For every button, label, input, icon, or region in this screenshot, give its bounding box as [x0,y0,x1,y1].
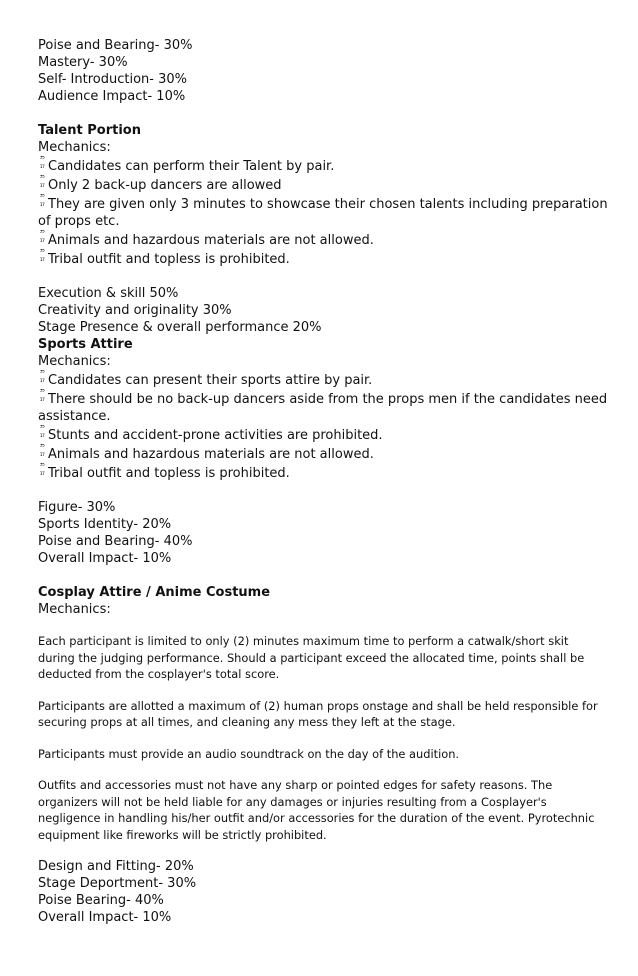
criteria-line: Figure- 30% [38,500,116,515]
section-heading: Talent Portion [38,123,141,138]
bullet-item: ³⁵ ₁₇ Candidates can perform their Talent by pair. [39,155,335,174]
bullet-item: ³⁵ ₁₇ Animals and hazardous materials are not allowed. [39,229,374,248]
section-heading: Sports Attire [38,337,133,352]
section-heading: Cosplay Attire / Anime Costume [38,585,271,600]
bullet-item: ³⁵ ₁₇ Tribal outfit and topless is prohibited. [39,462,290,481]
rule-paragraph: Participants must provide an audio soundtrack on the day of the audition. [38,746,460,761]
criteria-line: Overall Impact- 10% [38,551,172,566]
rule-paragraph: Each participant is limited to only (2) minutes maximum time to perform a catwalk/short skit during the judging performance. Should a participant exceed the allocated time, points shall be deducted from the cosplayer's total score. [38,634,585,681]
bullet-icon: ³⁵ ₁₇ [39,229,45,244]
bullet-icon: ³⁵ ₁₇ [39,462,45,477]
bullet-icon: ³⁵ ₁₇ [39,369,45,384]
talent-section [38,122,612,336]
criteria-line: Poise Bearing- 40% [38,893,164,908]
criteria-line: Overall Impact- 10% [38,910,172,925]
criteria-line: Stage Presence & overall performance 20% [38,320,322,335]
criteria-line: Execution & skill 50% [38,286,179,301]
sports-section [38,336,612,567]
bullet-icon: ³⁵ ₁₇ [39,193,45,208]
bullet-icon: ³⁵ ₁₇ [39,155,45,170]
bullet-icon: ³⁵ ₁₇ [39,443,45,458]
criteria-line: Creativity and originality 30% [38,303,232,318]
bullet-item: ³⁵ ₁₇ Stunts and accident-prone activities are prohibited. [39,424,383,443]
bullet-item: ³⁵ ₁₇ Only 2 back-up dancers are allowed [39,174,282,193]
criteria-line: Sports Identity- 20% [38,517,172,532]
rule-paragraph: Outfits and accessories must not have any sharp or pointed edges for safety reasons. The organizers will not be held liable for any damages or injuries resulting from a Cosplayer's negligence in handling his/her outfit and/or accessories for the duration of the event. Pyrotechnic equipment like fireworks will be strictly prohibited. [38,778,595,842]
mechanics-label: Mechanics: [38,140,111,155]
intro-criteria [38,37,608,105]
bullet-item: ³⁵ ₁₇ Candidates can present their sports attire by pair. [39,369,373,388]
bullet-icon: ³⁵ ₁₇ [39,388,45,403]
criteria-line: Poise and Bearing- 40% [38,534,193,549]
bullet-icon: ³⁵ ₁₇ [39,174,45,189]
bullet-item: ³⁵ ₁₇ There should be no back-up dancers aside from the props men if the candidates need assistance. [38,388,612,424]
bullet-item: ³⁵ ₁₇ Tribal outfit and topless is prohibited. [39,248,290,267]
criteria-line: Mastery- 30% [38,55,128,70]
criteria-line: Poise and Bearing- 30% [38,38,193,53]
rule-paragraph: Participants are allotted a maximum of (2) human props onstage and shall be held responsible for securing props at all times, and cleaning any mess they left at the stage. [38,698,598,729]
criteria-line: Stage Deportment- 30% [38,876,197,891]
mechanics-label: Mechanics: [38,354,111,369]
criteria-line: Design and Fitting- 20% [38,859,194,874]
bullet-item: ³⁵ ₁₇ They are given only 3 minutes to showcase their chosen talents including preparation of props etc. [38,193,612,229]
cosplay-section [38,584,608,926]
bullet-icon: ³⁵ ₁₇ [39,248,45,263]
criteria-line: Audience Impact- 10% [38,89,186,104]
bullet-icon: ³⁵ ₁₇ [39,424,45,439]
document-page [38,37,612,926]
criteria-line: Self- Introduction- 30% [38,72,187,87]
mechanics-label: Mechanics: [38,602,111,617]
bullet-item: ³⁵ ₁₇ Animals and hazardous materials are not allowed. [39,443,374,462]
